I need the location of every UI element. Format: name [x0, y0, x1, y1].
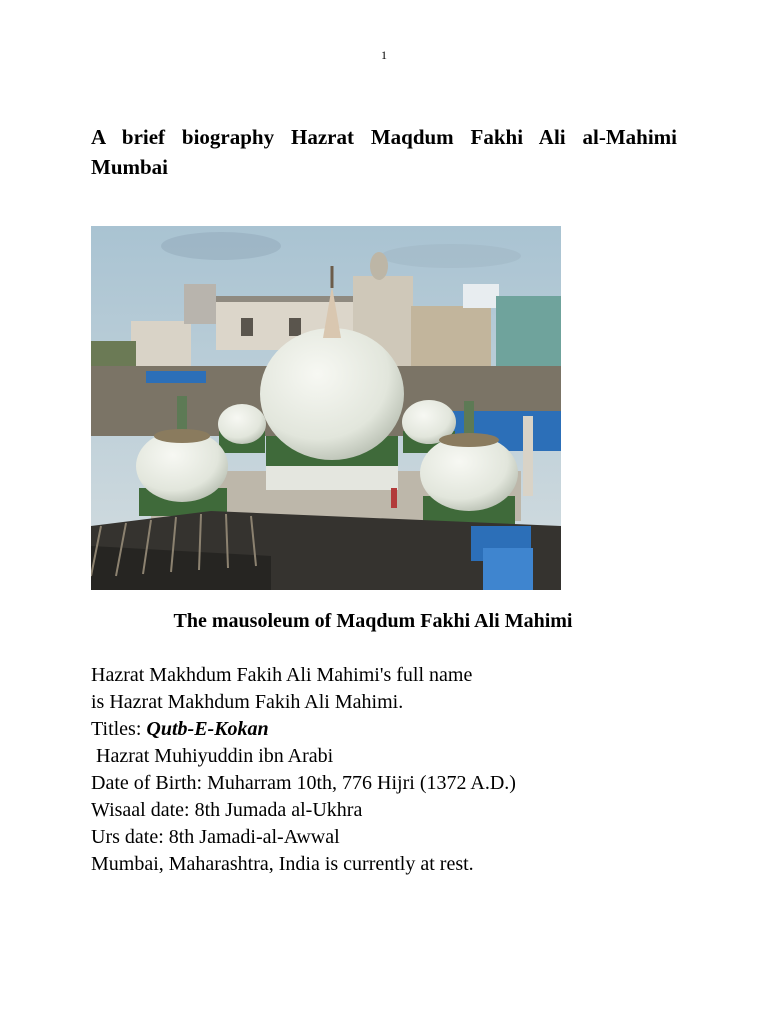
- date-of-birth-line: Date of Birth: Muharram 10th, 776 Hijri (1372 A.D.): [91, 772, 516, 794]
- page-number: 1: [381, 48, 387, 62]
- biography-details: [91, 662, 711, 878]
- wisaal-date-line: Wisaal date: 8th Jumada al-Ukhra: [91, 799, 363, 821]
- title-arabi-line: Hazrat Muhiyuddin ibn Arabi: [91, 745, 334, 767]
- titles-line: [91, 716, 711, 743]
- urs-date-line: Urs date: 8th Jamadi-al-Awwal: [91, 826, 340, 848]
- titles-value: Qutb-E-Kokan: [146, 718, 269, 740]
- document-title: A brief biography Hazrat Maqdum Fakhi Ali al-Mahimi Mumbai: [91, 125, 677, 179]
- mausoleum-photo: [91, 226, 561, 590]
- photo-caption: The mausoleum of Maqdum Fakhi Ali Mahimi: [173, 610, 573, 632]
- titles-label: Titles:: [91, 718, 147, 740]
- full-name-line-1: Hazrat Makhdum Fakih Ali Mahimi's full name: [91, 664, 473, 686]
- full-name-line-2: is Hazrat Makhdum Fakih Ali Mahimi.: [91, 691, 404, 713]
- resting-place-line: Mumbai, Maharashtra, India is currently at rest.: [91, 853, 474, 875]
